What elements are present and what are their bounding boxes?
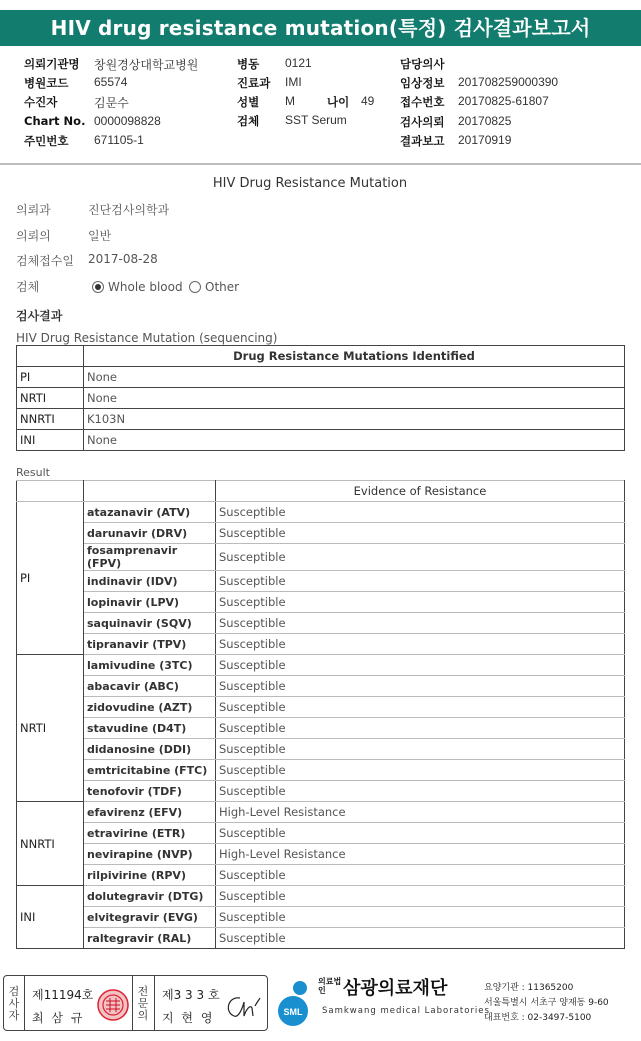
drug-name-cell: nevirapine (NVP): [84, 844, 216, 865]
blank-header: [84, 481, 216, 502]
logo-text: SML: [283, 1007, 303, 1017]
drug-name-cell: tipranavir (TPV): [84, 634, 216, 655]
requesting-dept-value: 진단검사의학과: [88, 203, 170, 217]
department-label: 진료과: [237, 76, 271, 90]
resistance-result-cell: Susceptible: [216, 523, 625, 544]
resistance-result-cell: Susceptible: [216, 634, 625, 655]
mutation-cell: None: [84, 388, 625, 409]
table-row: [17, 502, 625, 523]
drug-name-cell: raltegravir (RAL): [84, 928, 216, 949]
resistance-body: [17, 502, 625, 949]
chart-no-value: 0000098828: [94, 114, 161, 128]
resistance-result-cell: Susceptible: [216, 928, 625, 949]
org-prefix: 의료법인: [318, 977, 342, 995]
specimen-label: 검체: [237, 114, 260, 128]
doctor-label: 담당의사: [400, 57, 445, 71]
org-english-name: Samkwang medical Laboratories: [322, 1006, 490, 1016]
specialist-name: 지 현 영: [162, 1011, 215, 1025]
mutation-cell: K103N: [84, 409, 625, 430]
org-phone: 대표번호 : 02-3497-5100: [484, 1013, 592, 1023]
report-date-label: 결과보고: [400, 134, 445, 148]
table-row: [17, 367, 625, 388]
accession-label: 접수번호: [400, 95, 445, 109]
resistance-result-cell: Susceptible: [216, 613, 625, 634]
resistance-result-cell: Susceptible: [216, 886, 625, 907]
table-row: [17, 592, 625, 613]
resistance-result-cell: Susceptible: [216, 760, 625, 781]
evidence-header: Evidence of Resistance: [216, 481, 625, 502]
drug-name-cell: emtricitabine (FTC): [84, 760, 216, 781]
table-row: [17, 388, 625, 409]
mutations-header-row: [17, 346, 625, 367]
table-row: [17, 409, 625, 430]
drug-name-cell: atazanavir (ATV): [84, 502, 216, 523]
table-row: [17, 760, 625, 781]
divider: [132, 976, 133, 1030]
chart-no-label: Chart No.: [24, 114, 86, 128]
class-cell: NRTI: [17, 388, 84, 409]
hospital-code-value: 65574: [94, 75, 128, 89]
resistance-result-cell: Susceptible: [216, 781, 625, 802]
divider: [24, 976, 25, 1030]
drug-name-cell: dolutegravir (DTG): [84, 886, 216, 907]
resistance-result-cell: Susceptible: [216, 718, 625, 739]
drug-name-cell: stavudine (D4T): [84, 718, 216, 739]
table-row: [17, 544, 625, 571]
resistance-result-cell: Susceptible: [216, 502, 625, 523]
resident-no-label: 주민번호: [24, 134, 69, 148]
institution-value: 창원경상대학교병원: [94, 58, 199, 72]
specialist-role: 전문의: [137, 985, 149, 1022]
table-row: [17, 697, 625, 718]
specimen-option-whole-blood[interactable]: [92, 280, 183, 294]
blank-header: [17, 346, 84, 367]
resistance-result-cell: Susceptible: [216, 823, 625, 844]
red-seal-icon: [96, 988, 130, 1022]
drug-class-cell: PI: [17, 502, 84, 655]
section-title: HIV Drug Resistance Mutation: [212, 176, 408, 191]
age-label: 나이: [327, 95, 350, 109]
table-row: [17, 928, 625, 949]
drug-class-cell: INI: [17, 886, 84, 949]
specimen-value: SST Serum: [285, 113, 347, 127]
table-row: [17, 571, 625, 592]
resistance-result-cell: Susceptible: [216, 655, 625, 676]
org-name: 삼광의료재단: [343, 978, 448, 999]
institution-label: 의뢰기관명: [24, 57, 80, 71]
sml-logo-icon: [272, 978, 314, 1026]
requesting-doctor-value: 일반: [88, 229, 112, 243]
drug-class-cell: NNRTI: [17, 802, 84, 886]
hospital-code-label: 병원코드: [24, 76, 69, 90]
examiner-license: 제11194호: [32, 988, 94, 1002]
signature-icon: [222, 992, 262, 1022]
blank-header: [17, 481, 84, 502]
table-row: [17, 823, 625, 844]
drug-name-cell: tenofovir (TDF): [84, 781, 216, 802]
resistance-result-cell: Susceptible: [216, 907, 625, 928]
specimen-option-other[interactable]: [189, 280, 239, 294]
drug-name-cell: saquinavir (SQV): [84, 613, 216, 634]
specimen-type-label: 검체: [16, 280, 40, 294]
table-row: [17, 613, 625, 634]
sex-label: 성별: [237, 95, 260, 109]
patient-label: 수진자: [24, 95, 58, 109]
table-row: [17, 634, 625, 655]
table-row: [17, 523, 625, 544]
table-row: [17, 430, 625, 451]
table-row: [17, 844, 625, 865]
mutation-cell: None: [84, 367, 625, 388]
class-cell: INI: [17, 430, 84, 451]
mutations-header: Drug Resistance Mutations Identified: [84, 346, 625, 367]
resistance-result-cell: Susceptible: [216, 676, 625, 697]
resident-no-value: 671105-1: [94, 133, 144, 147]
ward-label: 병동: [237, 57, 260, 71]
class-cell: NNRTI: [17, 409, 84, 430]
requesting-doctor-label: 의뢰의: [16, 229, 51, 243]
accession-value: 20170825-61807: [458, 94, 549, 108]
sex-value: M: [285, 94, 295, 108]
table-row: [17, 907, 625, 928]
radio-unchecked-icon: [189, 281, 201, 293]
request-date-value: 20170825: [458, 114, 512, 128]
other-label: Other: [205, 280, 240, 294]
drug-name-cell: abacavir (ABC): [84, 676, 216, 697]
specialist-license: 제3 3 3 호: [162, 988, 220, 1002]
examiner-name: 최 삼 규: [32, 1011, 85, 1025]
resistance-result-cell: Susceptible: [216, 544, 625, 571]
report-title: HIV drug resistance mutation(특정) 검사결과보고서: [0, 10, 641, 46]
whole-blood-label: Whole blood: [108, 280, 183, 294]
table-row: [17, 739, 625, 760]
receipt-date-label: 검체접수일: [16, 254, 74, 268]
requesting-dept-label: 의뢰과: [16, 203, 51, 217]
institution-code: 요양기관 : 11365200: [484, 983, 574, 993]
table-row: [17, 781, 625, 802]
drug-class-cell: NRTI: [17, 655, 84, 802]
drug-name-cell: etravirine (ETR): [84, 823, 216, 844]
org-address: 서울특별시 서초구 양재동 9-60: [484, 998, 609, 1008]
drug-name-cell: zidovudine (AZT): [84, 697, 216, 718]
table-row: [17, 802, 625, 823]
report-date-value: 20170919: [458, 133, 512, 147]
drug-name-cell: didanosine (DDI): [84, 739, 216, 760]
drug-name-cell: lamivudine (3TC): [84, 655, 216, 676]
resistance-result-cell: Susceptible: [216, 571, 625, 592]
clinical-info-label: 임상정보: [400, 76, 445, 90]
divider: [154, 976, 155, 1030]
age-value: 49: [361, 94, 375, 108]
resistance-header-row: [17, 481, 625, 502]
examiner-role: 검사자: [8, 985, 20, 1022]
table-row: [17, 865, 625, 886]
request-date-label: 검사의뢰: [400, 115, 445, 129]
mutation-cell: None: [84, 430, 625, 451]
resistance-result-cell: Susceptible: [216, 865, 625, 886]
table-row: [17, 886, 625, 907]
drug-name-cell: darunavir (DRV): [84, 523, 216, 544]
clinical-info-value: 201708259000390: [458, 75, 559, 89]
class-cell: PI: [17, 367, 84, 388]
ward-value: 0121: [285, 56, 312, 70]
resistance-result-cell: Susceptible: [216, 592, 625, 613]
table-row: [17, 676, 625, 697]
receipt-date-value: 2017-08-28: [88, 252, 158, 266]
drug-name-cell: fosamprenavir (FPV): [84, 544, 216, 571]
table-row: [17, 655, 625, 676]
radio-checked-icon: [92, 281, 104, 293]
mutations-table: [16, 345, 625, 451]
resistance-result-cell: High-Level Resistance: [216, 844, 625, 865]
header-divider: [0, 163, 641, 165]
signature-footer: [0, 972, 641, 1041]
resistance-table: [16, 480, 625, 949]
resistance-result-cell: Susceptible: [216, 739, 625, 760]
drug-name-cell: efavirenz (EFV): [84, 802, 216, 823]
patient-value: 김문수: [94, 96, 129, 110]
signature-box: [3, 975, 268, 1031]
result-label: Result: [16, 466, 50, 479]
department-value: IMI: [285, 75, 302, 89]
drug-name-cell: rilpivirine (RPV): [84, 865, 216, 886]
resistance-result-cell: High-Level Resistance: [216, 802, 625, 823]
drug-name-cell: lopinavir (LPV): [84, 592, 216, 613]
drug-name-cell: indinavir (IDV): [84, 571, 216, 592]
table-row: [17, 718, 625, 739]
sequencing-label: HIV Drug Resistance Mutation (sequencing): [16, 331, 278, 345]
patient-header: [0, 50, 641, 164]
drug-name-cell: elvitegravir (EVG): [84, 907, 216, 928]
resistance-result-cell: Susceptible: [216, 697, 625, 718]
test-results-heading: 검사결과: [16, 309, 63, 323]
